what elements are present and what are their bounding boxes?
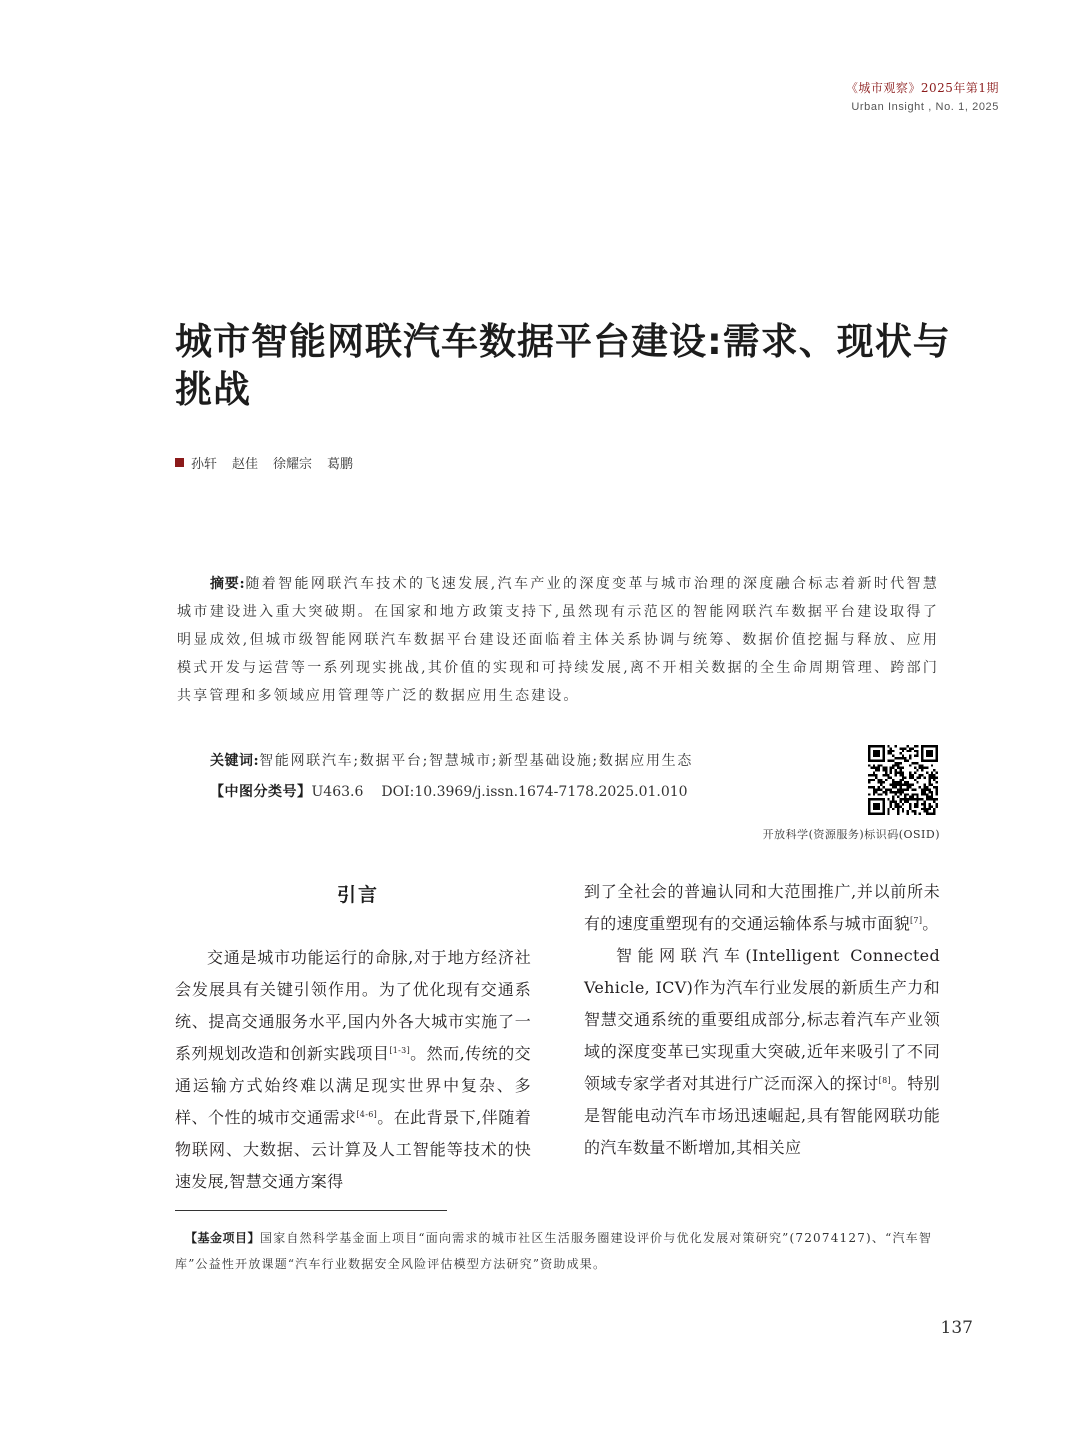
citation: [1-3] [389,1046,410,1055]
body-text: 到了全社会的普遍认同和大范围推广,并以前所未有的速度重塑现有的交通运输体系与城市面貌 [584,882,940,933]
classification-line [210,781,688,801]
article-title: 城市智能网联汽车数据平台建设:需求、现状与挑战 [175,320,951,411]
classification-code: U463.6 [311,784,364,800]
citation: [7] [910,916,923,925]
author-marker-square [175,458,184,467]
abstract [177,570,939,710]
footnote-divider [175,1210,447,1211]
footnote-label: 【基金项目】 [185,1231,261,1245]
funding-footnote [175,1225,940,1277]
abstract-text: 随着智能网联汽车技术的飞速发展,汽车产业的深度变革与城市治理的深度融合标志着新时代智慧城市建设进入重大突破期。在国家和地方政策支持下,虽然现有示范区的智能网联汽车数据平台建设取得了明显成效,但城市级智能网联汽车数据平台建设还面临着主体关系协调与统筹、数据价值挖掘与释放、应用模式开发与运营等一系列现实挑战,其价值的实现和可持续发展,离不开相关数据的全生命周期管理、跨部门共享管理和多领域应用管理等广泛的数据应用生态建设。 [177,576,939,704]
body-text: 交通是城市功能运行的命脉,对于地方经济社会发展具有关键引领作用。为了优化现有交通系统、提高交通服务水平,国内外各大城市实施了一系列规划改造和创新实践项目 [175,948,531,1063]
keywords [210,750,693,770]
author-name: 葛鹏 [327,457,354,472]
body-column-left [175,942,531,1198]
author-name: 孙轩 [191,457,218,472]
osid-caption: 开放科学(资源服务)标识码(OSID) [762,828,940,841]
body-text: 。然而,传统的交通运输方式始终难以满足现实世界中复杂、多样、个性的城市交通需求 [175,1044,531,1127]
qr-code-icon [868,745,938,815]
author-name: 徐耀宗 [273,457,313,472]
body-paragraph [584,876,940,940]
body-text: 智能网联汽车(Intelligent Connected Vehicle, ICV)作为汽车行业发展的新质生产力和智慧交通系统的重要组成部分,标志着汽车产业领域的深度变革已实现重大突破,近年来吸引了不同领域专家学者对其进行广泛而深入的探讨 [584,946,940,1093]
body-text: 。特别是智能电动汽车市场迅速崛起,具有智能网联功能的汽车数量不断增加,其相关应 [584,1074,940,1157]
body-paragraph [584,940,940,1164]
body-column-right [584,876,940,1164]
citation: [4-6] [356,1110,378,1119]
citation: [8] [878,1076,891,1085]
journal-name: 《城市观察》2025年第1期 [845,81,999,95]
footnote-text: 国家自然科学基金面上项目“面向需求的城市社区生活服务圈建设评价与优化发展对策研究”(72074127)、“汽车智库”公益性开放课题“汽车行业数据安全风险评估模型方法研究”资助成果。 [175,1231,933,1271]
author-name: 赵佳 [232,457,259,472]
keywords-label: 关键词: [210,753,260,769]
body-text: 。 [922,914,939,933]
doi: DOI:10.3969/j.issn.1674-7178.2025.01.010 [381,784,688,800]
body-text: 。在此背景下,伴随着物联网、大数据、云计算及人工智能等技术的快速发展,智慧交通方案得 [175,1108,531,1191]
keywords-text: 智能网联汽车;数据平台;智慧城市;新型基础设施;数据应用生态 [259,753,694,769]
classification-label: 【中图分类号】 [210,784,312,800]
abstract-label: 摘要: [210,576,246,592]
journal-issue-english: Urban Insight , No. 1, 2025 [851,101,999,113]
body-paragraph [175,942,531,1198]
section-heading: 引言 [337,884,380,906]
author-list [175,453,368,472]
page-number: 137 [940,1318,973,1338]
